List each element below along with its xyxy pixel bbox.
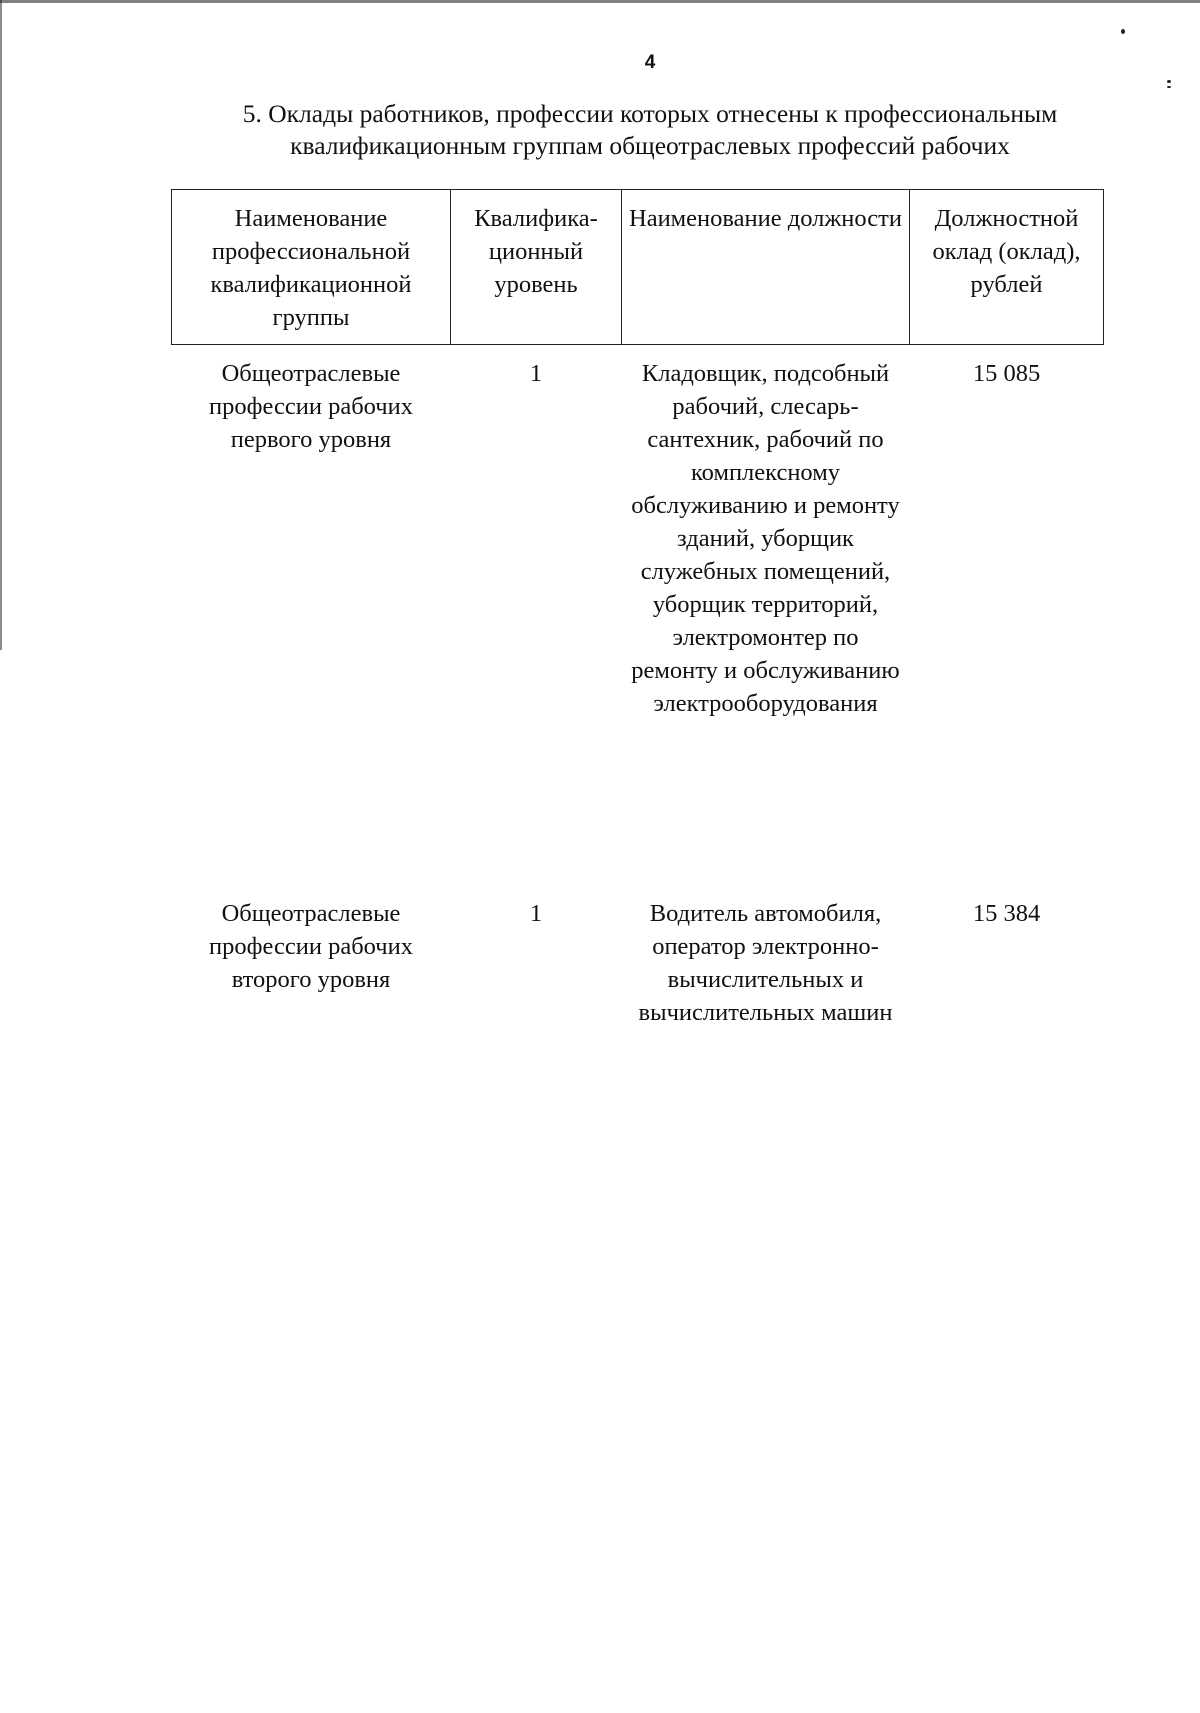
scan-edge-left — [0, 0, 2, 650]
header-position-name: Наименование должности — [622, 190, 910, 345]
salary-table — [171, 189, 1104, 1029]
header-group-name: Наименование профессиональной квалификационной группы — [172, 190, 451, 345]
scan-speck — [1121, 29, 1125, 34]
cell-salary: 15 384 — [972, 900, 1041, 927]
page-number: 4 — [644, 52, 656, 73]
cell-positions: Водитель автомобиля, оператор электронно-вычислительных и вычислительных машин — [638, 900, 893, 1026]
cell-group: Общеотраслевые профессии рабочих второго уровня — [209, 900, 413, 993]
section-title: 5. Оклады работников, профессии которых отнесены к профессиональным квалификационным группам общеотраслевых профессий рабочих — [242, 99, 1058, 160]
cell-positions: Кладовщик, подсобный рабочий, слесарь-сантехник, рабочий по комплексному обслуживанию и ремонту зданий, уборщик служебных помещений, уборщик территорий, электромонтер по ремонту и обслуживанию электрооборудования — [631, 360, 900, 717]
table-row — [172, 345, 1104, 898]
cell-level: 1 — [529, 360, 543, 387]
scan-speck — [1167, 86, 1171, 88]
cell-salary: 15 085 — [972, 360, 1041, 387]
table-row — [172, 897, 1104, 1029]
cell-level: 1 — [529, 900, 543, 927]
scan-speck — [1167, 80, 1171, 83]
table-header-row — [172, 190, 1104, 345]
scan-edge-top — [0, 0, 1200, 3]
cell-group: Общеотраслевые профессии рабочих первого уровня — [209, 360, 413, 453]
header-salary: Должностной оклад (оклад), рублей — [910, 190, 1104, 345]
header-qualification-level: Квалифика-ционный уровень — [451, 190, 622, 345]
